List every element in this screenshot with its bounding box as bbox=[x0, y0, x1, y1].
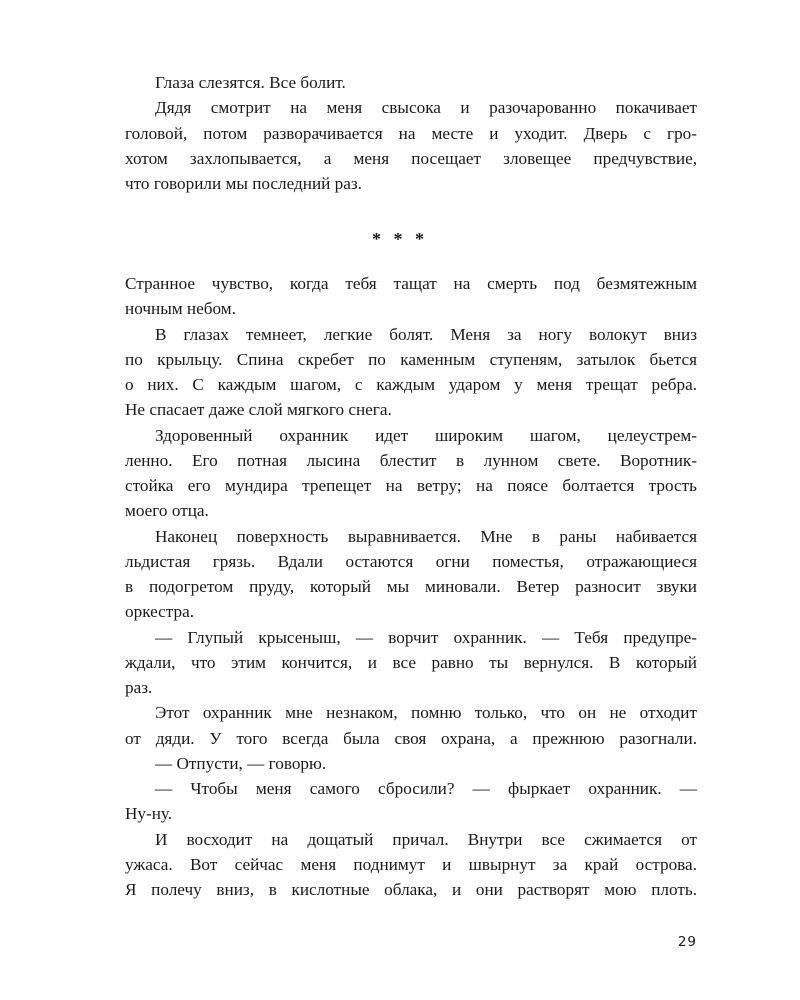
text-line: Не спасает даже слой мягкого снега. bbox=[125, 400, 392, 419]
text-line: Ну-ну. bbox=[125, 804, 173, 823]
text-line: — Чтобы меня самого сбросили? — фыркает охранник. — bbox=[155, 779, 697, 798]
text-line: — Глупый крысеныш, — ворчит охранник. — Тебя предупре- bbox=[155, 628, 697, 647]
text-line: Глаза слезятся. Все болит. bbox=[155, 73, 346, 92]
text-line: оркестра. bbox=[125, 602, 195, 621]
text-line: Дядя смотрит на меня свысока и разочарованно покачивает bbox=[155, 98, 697, 117]
text-line: в подогретом пруду, который мы миновали. Ветер разносит звуки bbox=[125, 577, 697, 596]
text-line: ночным небом. bbox=[125, 299, 236, 318]
text-line: ленно. Его потная лысина блестит в лунном свете. Воротник- bbox=[125, 451, 697, 470]
text-line: о них. С каждым шагом, с каждым ударом у меня трещат ребра. bbox=[125, 375, 697, 394]
text-line: Наконец поверхность выравнивается. Мне в раны набивается bbox=[155, 527, 697, 546]
text-line: И восходит на дощатый причал. Внутри все сжимается от bbox=[155, 830, 697, 849]
text-line: от дяди. У того всегда была своя охрана, а прежнюю разогнали. bbox=[125, 729, 697, 748]
text-line: раз. bbox=[125, 678, 153, 697]
text-line: по крыльцу. Спина скребет по каменным ступеням, затылок бьется bbox=[125, 350, 697, 369]
text-line: Этот охранник мне незнаком, помню только, что он не отходит bbox=[155, 703, 697, 722]
text-line: головой, потом разворачивается на месте и уходит. Дверь с гро- bbox=[125, 124, 697, 143]
text-line: льдистая грязь. Вдали остаются огни поместья, отражающиеся bbox=[125, 552, 697, 571]
text-line: В глазах темнеет, легкие болят. Меня за ногу волокут вниз bbox=[155, 325, 697, 344]
page-number: 29 bbox=[677, 934, 697, 950]
text-line: хотом захлопывается, а меня посещает зловещее предчувствие, bbox=[125, 149, 697, 168]
text-line: что говорили мы последний раз. bbox=[125, 174, 362, 193]
text-line: моего отца. bbox=[125, 501, 209, 520]
section-separator: * * * bbox=[372, 229, 428, 249]
text-line: — Отпусти, — говорю. bbox=[155, 754, 327, 773]
text-line: стойка его мундира трепещет на ветру; на поясе болтается трость bbox=[125, 476, 697, 495]
text-line: ужаса. Вот сейчас меня поднимут и швырнут за край острова. bbox=[125, 855, 697, 874]
text-line: Странное чувство, когда тебя тащат на смерть под безмятежным bbox=[125, 274, 697, 293]
text-line: ждали, что этим кончится, и все равно ты вернулся. В который bbox=[125, 653, 697, 672]
text-line: Здоровенный охранник идет широким шагом, целеустрем- bbox=[155, 426, 697, 445]
text-line: Я полечу вниз, в кислотные облака, и они растворят мою плоть. bbox=[125, 880, 697, 899]
